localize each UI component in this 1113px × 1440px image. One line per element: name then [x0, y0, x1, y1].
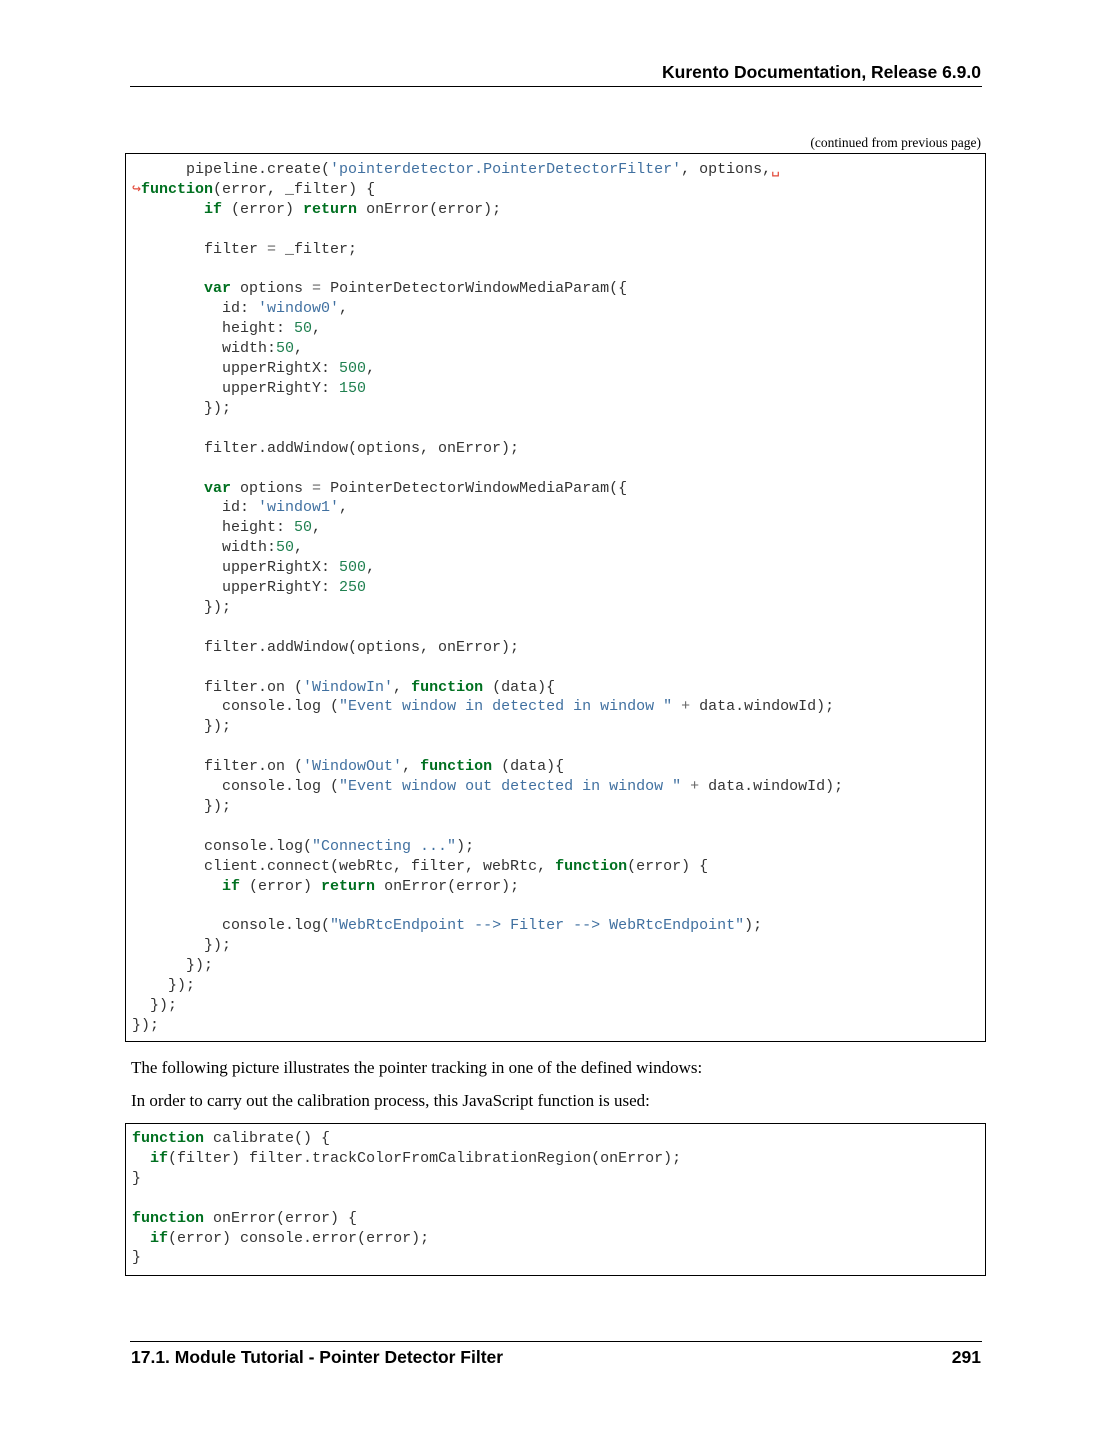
code-token: var — [204, 280, 232, 298]
code-line — [132, 220, 985, 240]
code-token: (error) — [222, 200, 304, 218]
code-token: = — [267, 240, 277, 258]
code-line — [132, 956, 985, 976]
code-line — [132, 1209, 985, 1229]
code-token: options — [231, 479, 313, 497]
code-line — [132, 817, 985, 837]
code-line — [132, 180, 985, 200]
code-token: if — [222, 877, 241, 895]
code-token: }); — [132, 997, 178, 1015]
code-line — [132, 717, 985, 737]
code-line — [132, 200, 985, 220]
code-token: , — [366, 559, 376, 577]
code-token: + — [681, 698, 691, 716]
code-token: function — [555, 857, 628, 875]
code-token: console.log ( — [132, 698, 340, 716]
code-token: , options, — [681, 161, 772, 178]
code-token: filter.on ( — [132, 758, 304, 776]
code-token: var — [204, 479, 232, 497]
code-token: }); — [132, 718, 232, 736]
code-line — [132, 697, 985, 717]
code-token: }); — [132, 957, 214, 975]
code-line — [132, 359, 985, 379]
code-token: width: — [132, 539, 277, 557]
code-token: _filter; — [276, 240, 358, 258]
code-line — [132, 598, 985, 618]
code-block-pointer-detector — [125, 153, 986, 1042]
running-header-title: Kurento Documentation, Release 6.9.0 — [662, 62, 981, 82]
code-token: if — [150, 1149, 169, 1167]
code-token: data.windowId); — [699, 778, 844, 796]
code-line — [132, 757, 985, 777]
code-line — [132, 339, 985, 359]
code-line — [132, 618, 985, 638]
code-token: ␣ — [771, 161, 781, 178]
code-token: ↪ — [132, 180, 142, 198]
code-token: filter.on ( — [132, 678, 304, 696]
code-line — [132, 518, 985, 538]
code-line — [132, 976, 985, 996]
continued-note: (continued from previous page) — [810, 135, 981, 150]
code-line — [132, 558, 985, 578]
paragraph-calibration: In order to carry out the calibration process, this JavaScript function is used: — [131, 1091, 650, 1110]
code-line — [132, 797, 985, 817]
code-token: console.log( — [132, 837, 313, 855]
code-token: , — [366, 360, 376, 378]
code-line — [132, 1248, 985, 1268]
code-token: filter — [132, 240, 268, 258]
code-line — [132, 459, 985, 479]
code-token: data.windowId); — [690, 698, 835, 716]
code-token: , — [294, 539, 304, 557]
code-token: 50 — [294, 320, 313, 338]
page-number: 291 — [951, 1347, 981, 1367]
code-line — [132, 419, 985, 439]
code-token: , — [312, 320, 322, 338]
code-line — [132, 737, 985, 757]
paragraph-pointer-tracking: The following picture illustrates the pointer tracking in one of the defined windows: — [131, 1058, 703, 1077]
code-line — [132, 1189, 985, 1209]
code-token: 'pointerdetector.PointerDetectorFilter' — [330, 161, 682, 178]
code-token: }); — [132, 798, 232, 815]
code-token: onError(error); — [375, 877, 520, 895]
code-token: onError(error) { — [204, 1209, 358, 1227]
code-token — [132, 280, 204, 297]
code-token: onError(error); — [357, 200, 502, 218]
code-token: 500 — [339, 360, 367, 378]
code-token: upperRightX: — [132, 559, 340, 577]
code-line — [132, 279, 985, 299]
code-token: function — [141, 180, 214, 198]
code-token: 50 — [294, 519, 313, 537]
code-token: if — [150, 1229, 169, 1247]
code-token: "Connecting ..." — [312, 837, 457, 855]
code-token: (data){ — [483, 678, 556, 696]
code-line — [132, 1016, 985, 1036]
code-token: }); — [132, 598, 232, 616]
code-token: ); — [744, 917, 763, 935]
code-line — [132, 439, 985, 459]
code-token: function — [132, 1209, 205, 1227]
code-line — [132, 678, 985, 698]
code-line — [132, 916, 985, 936]
code-token: } — [132, 1169, 142, 1187]
code-token: (error, _filter) { — [213, 180, 376, 198]
code-token: 50 — [276, 340, 295, 358]
code-token: function — [132, 1130, 205, 1147]
code-token: upperRightX: — [132, 360, 340, 378]
code-line — [132, 837, 985, 857]
code-token: upperRightY: — [132, 579, 340, 597]
code-token: PointerDetectorWindowMediaParam({ — [321, 280, 628, 298]
code-token: console.log( — [132, 917, 331, 935]
code-line — [132, 299, 985, 319]
code-token: , — [339, 300, 349, 318]
code-line — [132, 1149, 985, 1169]
code-token: function — [411, 678, 484, 696]
code-listing — [126, 154, 985, 1036]
code-token: = — [312, 280, 322, 298]
code-token: client.connect(webRtc, filter, webRtc, — [132, 857, 556, 875]
code-token — [132, 878, 222, 895]
code-token: (filter) filter.trackColorFromCalibrationRegion(onError); — [168, 1149, 682, 1167]
code-token: = — [312, 479, 322, 497]
code-token: "Event window in detected in window " — [339, 698, 673, 716]
code-line — [132, 897, 985, 917]
code-token: if — [204, 200, 223, 218]
code-token: width: — [132, 340, 277, 358]
code-line — [132, 1229, 985, 1249]
code-token: calibrate() { — [204, 1130, 331, 1147]
code-line — [132, 399, 985, 419]
code-token: }); — [132, 937, 232, 955]
code-token — [672, 698, 681, 715]
code-token: 'window0' — [258, 300, 340, 318]
code-token — [132, 201, 204, 218]
header-divider — [130, 86, 982, 87]
code-token: return — [321, 877, 376, 895]
code-token: 'WindowOut' — [303, 758, 403, 776]
code-token: "Event window out detected in window " — [339, 778, 682, 796]
code-line — [132, 658, 985, 678]
code-token — [132, 1150, 150, 1167]
code-token: 50 — [276, 539, 295, 557]
code-token: ); — [456, 837, 475, 855]
code-line — [132, 578, 985, 598]
code-token: options — [231, 280, 313, 298]
code-token — [132, 480, 204, 497]
code-line — [132, 379, 985, 399]
code-line — [132, 319, 985, 339]
code-line — [132, 1129, 985, 1149]
code-token: function — [420, 758, 493, 776]
code-token: 'window1' — [258, 499, 340, 517]
code-token: (data){ — [492, 758, 565, 776]
code-token: upperRightY: — [132, 379, 340, 397]
code-token: console.log ( — [132, 778, 340, 796]
code-line — [132, 638, 985, 658]
code-token: } — [132, 1249, 142, 1267]
code-token: (error) { — [627, 857, 709, 875]
code-block-calibrate — [125, 1123, 986, 1276]
footer-section-title: 17.1. Module Tutorial - Pointer Detector Filter — [131, 1347, 504, 1367]
code-line — [132, 857, 985, 877]
code-token — [132, 1230, 150, 1247]
code-token: (error) — [240, 877, 322, 895]
code-token: id: — [132, 499, 259, 517]
code-token: 500 — [339, 559, 367, 577]
code-token: return — [303, 200, 358, 218]
code-token — [681, 778, 690, 795]
code-line — [132, 160, 985, 180]
code-line — [132, 240, 985, 260]
code-token: filter.addWindow(options, onError); — [132, 439, 520, 457]
code-token: filter.addWindow(options, onError); — [132, 638, 520, 656]
code-line — [132, 877, 985, 897]
code-token: 250 — [339, 579, 367, 597]
code-token: , — [402, 758, 421, 776]
code-token: 'WindowIn' — [303, 678, 394, 696]
code-token: }); — [132, 399, 232, 417]
code-line — [132, 498, 985, 518]
code-token: , — [312, 519, 322, 537]
footer-divider — [130, 1341, 982, 1342]
code-line — [132, 777, 985, 797]
code-token: (error) console.error(error); — [168, 1229, 430, 1247]
code-line — [132, 479, 985, 499]
code-token: pipeline.create( — [132, 161, 331, 178]
code-token: id: — [132, 300, 259, 318]
code-token: 150 — [339, 379, 367, 397]
code-token: height: — [132, 320, 295, 338]
code-listing — [126, 1124, 985, 1268]
code-token: }); — [132, 1016, 160, 1034]
code-token: , — [339, 499, 349, 517]
code-token: }); — [132, 977, 196, 995]
code-token: height: — [132, 519, 295, 537]
code-token: "WebRtcEndpoint --> Filter --> WebRtcEndpoint" — [330, 917, 745, 935]
code-line — [132, 1169, 985, 1189]
code-token: PointerDetectorWindowMediaParam({ — [321, 479, 628, 497]
code-line — [132, 936, 985, 956]
code-token: + — [690, 778, 700, 796]
code-line — [132, 996, 985, 1016]
code-token: , — [393, 678, 412, 696]
code-line — [132, 260, 985, 280]
code-line — [132, 538, 985, 558]
code-token: , — [294, 340, 304, 358]
